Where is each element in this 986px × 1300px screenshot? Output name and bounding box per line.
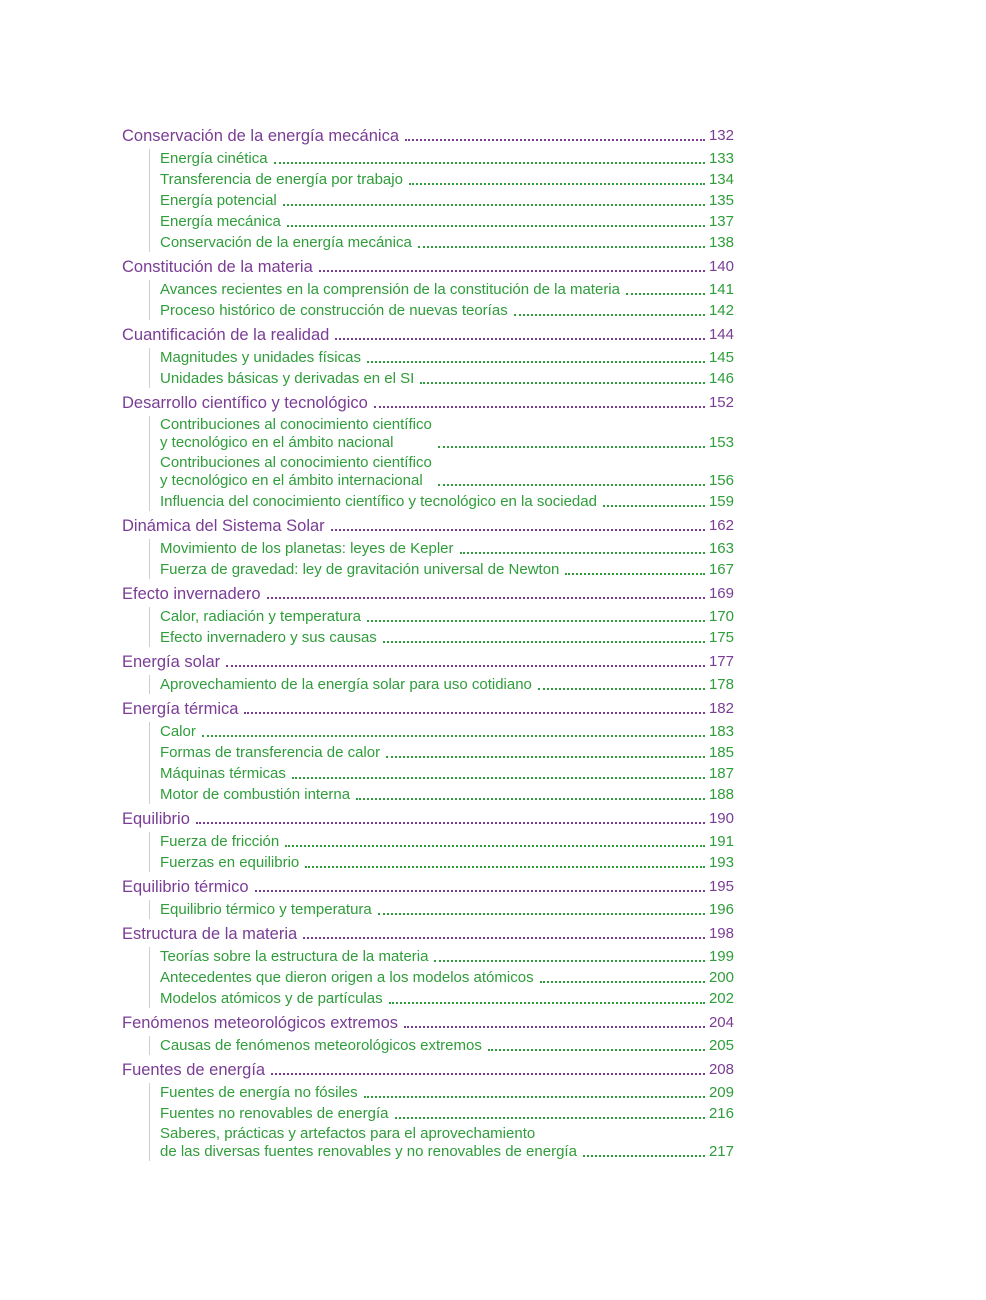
section-title: Equilibrio térmico: [122, 878, 249, 896]
subsection-title: Unidades básicas y derivadas en el SI: [160, 369, 415, 387]
section-title: Fenómenos meteorológicos extremos: [122, 1014, 399, 1032]
subsection-entry[interactable]: [160, 852, 734, 873]
toc-section: [122, 652, 734, 695]
subsection-page-number: 209: [708, 1083, 734, 1101]
subsection-page-number: 167: [708, 560, 734, 578]
subsection-list: [122, 1035, 734, 1056]
subsection-entry[interactable]: [160, 946, 734, 967]
leader-dots: [271, 1073, 705, 1075]
subsection-title: Modelos atómicos y de partículas: [160, 989, 383, 1007]
section-page-number: 177: [708, 653, 734, 670]
leader-dots: [367, 361, 705, 363]
leader-dots: [378, 913, 705, 915]
subsection-page-number: 134: [708, 170, 734, 188]
subsection-title: Efecto invernadero y sus causas: [160, 628, 377, 646]
section-entry[interactable]: [122, 924, 734, 944]
subsection-title: [160, 454, 432, 491]
subsection-title: Fuerza de fricción: [160, 832, 280, 850]
section-entry[interactable]: [122, 393, 734, 413]
leader-dots: [374, 406, 705, 408]
leader-dots: [460, 552, 705, 554]
leader-dots: [267, 597, 705, 599]
section-entry[interactable]: [122, 809, 734, 829]
subsection-entry[interactable]: [160, 763, 734, 784]
leader-dots: [488, 1049, 705, 1051]
toc-section: [122, 1013, 734, 1056]
section-entry[interactable]: [122, 877, 734, 897]
subsection-entry[interactable]: [160, 415, 734, 453]
subsection-page-number: 188: [708, 785, 734, 803]
subsection-page-number: 138: [708, 233, 734, 251]
leader-dots: [603, 505, 705, 507]
section-page-number: 144: [708, 326, 734, 343]
section-title: Conservación de la energía mecánica: [122, 127, 399, 145]
leader-dots: [438, 446, 705, 448]
subsection-title: Formas de transferencia de calor: [160, 743, 381, 761]
section-entry[interactable]: [122, 699, 734, 719]
subsection-title: Máquinas térmicas: [160, 764, 286, 782]
leader-dots: [389, 1002, 705, 1004]
subsection-page-number: 159: [708, 492, 734, 510]
leader-dots: [420, 382, 705, 384]
section-page-number: 190: [708, 810, 734, 827]
subsection-list: [122, 538, 734, 580]
section-title: Estructura de la materia: [122, 925, 298, 943]
toc-section: [122, 1060, 734, 1162]
leader-dots: [395, 1117, 705, 1119]
subsection-title: Fuerzas en equilibrio: [160, 853, 300, 871]
subsection-entry[interactable]: [160, 988, 734, 1009]
subsection-entry[interactable]: [160, 453, 734, 491]
subsection-page-number: 135: [708, 191, 734, 209]
leader-dots: [274, 162, 705, 164]
subsection-page-number: 178: [708, 675, 734, 693]
leader-dots: [540, 981, 705, 983]
leader-dots: [202, 735, 705, 737]
subsection-entry[interactable]: [160, 784, 734, 805]
toc-section: [122, 877, 734, 920]
subsection-title: Conservación de la energía mecánica: [160, 233, 412, 251]
subsection-title: Teorías sobre la estructura de la materia: [160, 947, 429, 965]
subsection-page-number: 199: [708, 947, 734, 965]
section-page-number: 204: [708, 1014, 734, 1031]
leader-dots: [565, 573, 705, 575]
subsection-title-line: de las diversas fuentes renovables y no renovables de energía: [160, 1143, 577, 1160]
subsection-list: [122, 347, 734, 389]
subsection-list: [122, 415, 734, 512]
section-page-number: 195: [708, 878, 734, 895]
subsection-page-number: 142: [708, 301, 734, 319]
toc-section: [122, 809, 734, 873]
subsection-page-number: 137: [708, 212, 734, 230]
leader-dots: [583, 1155, 705, 1157]
leader-dots: [367, 620, 705, 622]
section-entry[interactable]: [122, 516, 734, 536]
toc-section: [122, 699, 734, 805]
subsection-entry[interactable]: [160, 1103, 734, 1124]
subsection-page-number: 163: [708, 539, 734, 557]
leader-dots: [434, 960, 705, 962]
subsection-title: [160, 416, 432, 453]
subsection-entry[interactable]: [160, 831, 734, 852]
subsection-title: Calor, radiación y temperatura: [160, 607, 361, 625]
toc-section: [122, 325, 734, 389]
subsection-entry[interactable]: [160, 721, 734, 742]
subsection-page-number: 200: [708, 968, 734, 986]
toc-section: [122, 257, 734, 321]
subsection-list: [122, 946, 734, 1009]
leader-dots: [438, 484, 705, 486]
section-page-number: 162: [708, 517, 734, 534]
toc-section: [122, 516, 734, 580]
subsection-entry[interactable]: [160, 538, 734, 559]
subsection-title-line: Contribuciones al conocimiento científico: [160, 453, 432, 471]
subsection-entry[interactable]: [160, 232, 734, 253]
subsection-entry[interactable]: [160, 967, 734, 988]
subsection-title-line: y tecnológico en el ámbito internacional: [160, 472, 423, 489]
subsection-page-number: 202: [708, 989, 734, 1007]
subsection-title: Aprovechamiento de la energía solar para uso cotidiano: [160, 675, 532, 693]
subsection-page-number: 183: [708, 722, 734, 740]
toc-section: [122, 584, 734, 648]
toc-section: [122, 924, 734, 1009]
subsection-title: Fuerza de gravedad: ley de gravitación universal de Newton: [160, 560, 560, 578]
leader-dots: [292, 777, 705, 779]
subsection-entry[interactable]: [160, 491, 734, 512]
subsection-list: [122, 1082, 734, 1162]
leader-dots: [405, 139, 705, 141]
section-page-number: 198: [708, 925, 734, 942]
leader-dots: [244, 712, 705, 714]
subsection-entry[interactable]: [160, 1124, 734, 1162]
subsection-title: Fuentes no renovables de energía: [160, 1104, 389, 1122]
subsection-entry[interactable]: [160, 899, 734, 920]
subsection-title-line: Contribuciones al conocimiento científico: [160, 415, 432, 433]
leader-dots: [335, 338, 705, 340]
section-page-number: 132: [708, 127, 734, 144]
subsection-page-number: 191: [708, 832, 734, 850]
subsection-list: [122, 148, 734, 253]
section-title: Energía solar: [122, 653, 221, 671]
subsection-title: Energía potencial: [160, 191, 277, 209]
subsection-list: [122, 279, 734, 321]
subsection-title: Antecedentes que dieron origen a los modelos atómicos: [160, 968, 534, 986]
subsection-entry[interactable]: [160, 190, 734, 211]
subsection-title: Equilibrio térmico y temperatura: [160, 900, 372, 918]
leader-dots: [196, 822, 705, 824]
subsection-page-number: 193: [708, 853, 734, 871]
subsection-page-number: 153: [708, 433, 734, 451]
section-entry[interactable]: [122, 126, 734, 146]
subsection-entry[interactable]: [160, 169, 734, 190]
leader-dots: [364, 1096, 705, 1098]
section-title: Fuentes de energía: [122, 1061, 266, 1079]
subsection-title-line: y tecnológico en el ámbito nacional: [160, 434, 394, 451]
subsection-list: [122, 899, 734, 920]
subsection-title: Movimiento de los planetas: leyes de Kepler: [160, 539, 454, 557]
subsection-page-number: 216: [708, 1104, 734, 1122]
subsection-page-number: 217: [708, 1142, 734, 1160]
section-title: Constitución de la materia: [122, 258, 313, 276]
subsection-title: Avances recientes en la comprensión de la constitución de la materia: [160, 280, 620, 298]
section-entry[interactable]: [122, 652, 734, 672]
leader-dots: [287, 225, 705, 227]
section-entry[interactable]: [122, 257, 734, 277]
subsection-entry[interactable]: [160, 148, 734, 169]
section-page-number: 169: [708, 585, 734, 602]
subsection-page-number: 141: [708, 280, 734, 298]
subsection-title: Energía cinética: [160, 149, 268, 167]
subsection-list: [122, 721, 734, 805]
toc-section: [122, 126, 734, 253]
section-page-number: 182: [708, 700, 734, 717]
leader-dots: [255, 890, 705, 892]
leader-dots: [409, 183, 705, 185]
subsection-entry[interactable]: [160, 279, 734, 300]
subsection-entry[interactable]: [160, 606, 734, 627]
toc-section: [122, 393, 734, 512]
subsection-page-number: 187: [708, 764, 734, 782]
subsection-page-number: 175: [708, 628, 734, 646]
subsection-entry[interactable]: [160, 674, 734, 695]
subsection-entry[interactable]: [160, 347, 734, 368]
subsection-entry[interactable]: [160, 559, 734, 580]
leader-dots: [383, 641, 705, 643]
section-title: Desarrollo científico y tecnológico: [122, 394, 368, 412]
subsection-title: Magnitudes y unidades físicas: [160, 348, 361, 366]
leader-dots: [319, 270, 705, 272]
subsection-page-number: 156: [708, 471, 734, 489]
subsection-title: [160, 1125, 577, 1162]
section-entry[interactable]: [122, 1060, 734, 1080]
subsection-title: Calor: [160, 722, 196, 740]
subsection-title: Motor de combustión interna: [160, 785, 351, 803]
subsection-title: Causas de fenómenos meteorológicos extremos: [160, 1036, 482, 1054]
leader-dots: [226, 665, 705, 667]
subsection-title: Energía mecánica: [160, 212, 281, 230]
leader-dots: [386, 756, 705, 758]
subsection-list: [122, 831, 734, 873]
leader-dots: [404, 1026, 705, 1028]
subsection-entry[interactable]: [160, 300, 734, 321]
leader-dots: [285, 845, 705, 847]
subsection-page-number: 170: [708, 607, 734, 625]
subsection-page-number: 196: [708, 900, 734, 918]
section-title: Cuantificación de la realidad: [122, 326, 330, 344]
subsection-list: [122, 674, 734, 695]
subsection-list: [122, 606, 734, 648]
leader-dots: [283, 204, 705, 206]
subsection-page-number: 146: [708, 369, 734, 387]
leader-dots: [538, 688, 705, 690]
table-of-contents: [122, 126, 734, 1166]
leader-dots: [303, 937, 705, 939]
leader-dots: [305, 866, 705, 868]
section-entry[interactable]: [122, 584, 734, 604]
leader-dots: [626, 293, 705, 295]
leader-dots: [514, 314, 705, 316]
section-page-number: 140: [708, 258, 734, 275]
section-title: Dinámica del Sistema Solar: [122, 517, 325, 535]
subsection-entry[interactable]: [160, 211, 734, 232]
subsection-page-number: 205: [708, 1036, 734, 1054]
subsection-title: Fuentes de energía no fósiles: [160, 1083, 358, 1101]
leader-dots: [331, 529, 705, 531]
section-title: Efecto invernadero: [122, 585, 261, 603]
section-entry[interactable]: [122, 1013, 734, 1033]
section-title: Energía térmica: [122, 700, 239, 718]
subsection-entry[interactable]: [160, 368, 734, 389]
subsection-entry[interactable]: [160, 1082, 734, 1103]
subsection-title: Influencia del conocimiento científico y tecnológico en la sociedad: [160, 492, 597, 510]
subsection-entry[interactable]: [160, 742, 734, 763]
leader-dots: [356, 798, 705, 800]
section-title: Equilibrio: [122, 810, 190, 828]
subsection-page-number: 133: [708, 149, 734, 167]
leader-dots: [418, 246, 705, 248]
section-page-number: 208: [708, 1061, 734, 1078]
subsection-entry[interactable]: [160, 1035, 734, 1056]
subsection-page-number: 145: [708, 348, 734, 366]
subsection-title: Proceso histórico de construcción de nuevas teorías: [160, 301, 508, 319]
section-page-number: 152: [708, 394, 734, 411]
subsection-page-number: 185: [708, 743, 734, 761]
section-entry[interactable]: [122, 325, 734, 345]
subsection-title-line: Saberes, prácticas y artefactos para el aprovechamiento: [160, 1124, 536, 1142]
subsection-title: Transferencia de energía por trabajo: [160, 170, 403, 188]
subsection-entry[interactable]: [160, 627, 734, 648]
